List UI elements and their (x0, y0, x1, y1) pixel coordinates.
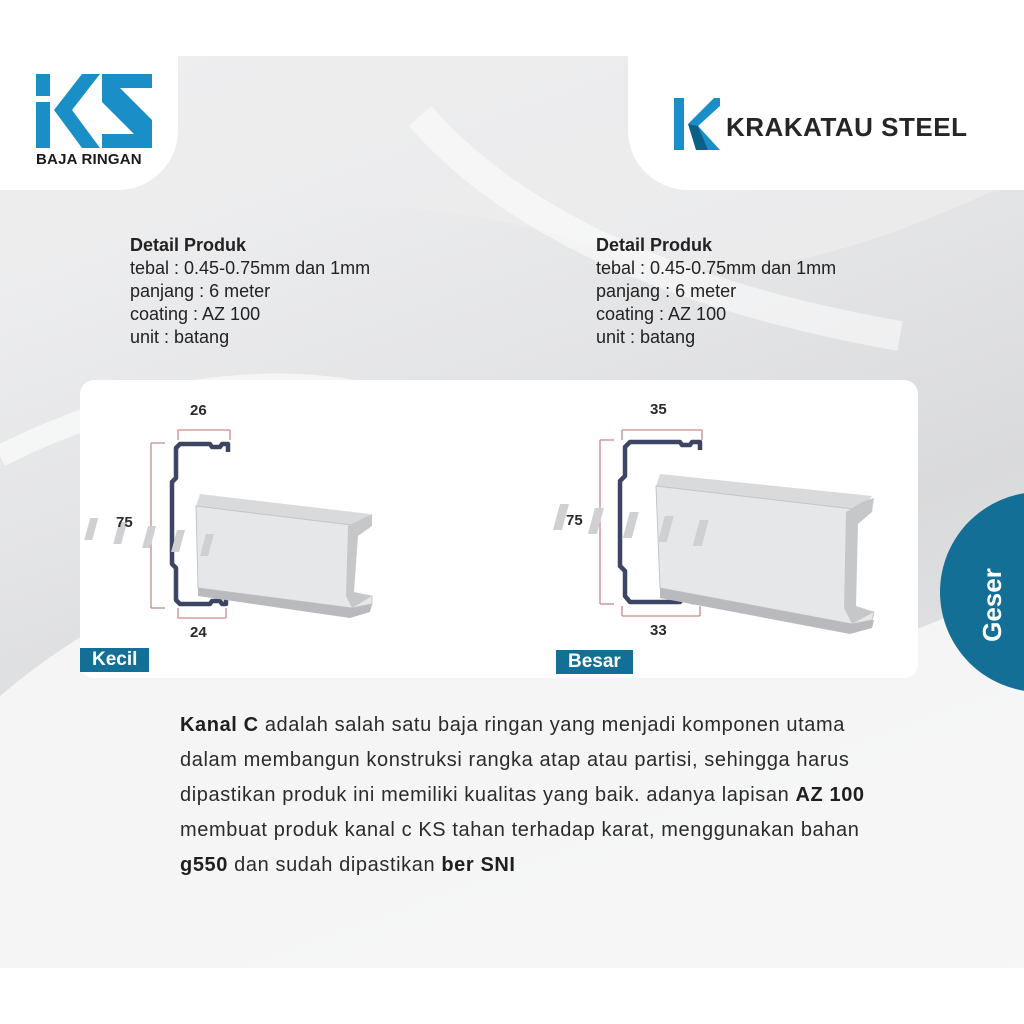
kecil-product-image (84, 494, 372, 618)
kecil-height-dimension: 75 (116, 514, 133, 531)
desc-bold-sni: ber SNI (441, 854, 516, 876)
detail-heading: Detail Produk (596, 235, 713, 255)
besar-bottom-dimension: 33 (650, 622, 667, 639)
desc-text-3: dan sudah dipastikan (228, 854, 442, 876)
detail-line: coating : AZ 100 (130, 304, 261, 324)
brand-left-name: BAJA RINGAN (36, 151, 142, 168)
besar-label: Besar (556, 650, 633, 674)
detail-line: tebal : 0.45-0.75mm dan 1mm (130, 258, 371, 278)
detail-line: unit : batang (596, 327, 696, 347)
detail-line: panjang : 6 meter (596, 281, 737, 301)
desc-bold-az100: AZ 100 (795, 784, 865, 806)
desc-bold-g550: g550 (180, 854, 228, 876)
desc-bold-kanal-c: Kanal C (180, 714, 259, 736)
kecil-bottom-dimension: 24 (190, 624, 207, 641)
kecil-top-dimension: 26 (190, 402, 207, 419)
geser-label[interactable]: Geser (977, 568, 1007, 642)
besar-top-dimension: 35 (650, 401, 667, 418)
detail-heading: Detail Produk (130, 235, 247, 255)
detail-line: panjang : 6 meter (130, 281, 271, 301)
product-description (180, 708, 880, 883)
product-banner (0, 56, 1024, 968)
detail-line: tebal : 0.45-0.75mm dan 1mm (596, 258, 837, 278)
detail-line: unit : batang (130, 327, 230, 347)
desc-text-2: membuat produk kanal c KS tahan terhadap karat, menggunakan bahan (180, 819, 860, 841)
kecil-label: Kecil (80, 648, 149, 672)
desc-text-1: adalah salah satu baja ringan yang menjadi komponen utama dalam membangun konstruksi rangka atap atau partisi, sehingga harus dipastikan produk ini memiliki kualitas yang baik. adanya lapisan (180, 714, 850, 806)
besar-product-image (553, 474, 874, 634)
detail-line: coating : AZ 100 (596, 304, 727, 324)
brand-right-name: KRAKATAU STEEL (726, 112, 968, 142)
besar-height-dimension: 75 (566, 512, 583, 529)
